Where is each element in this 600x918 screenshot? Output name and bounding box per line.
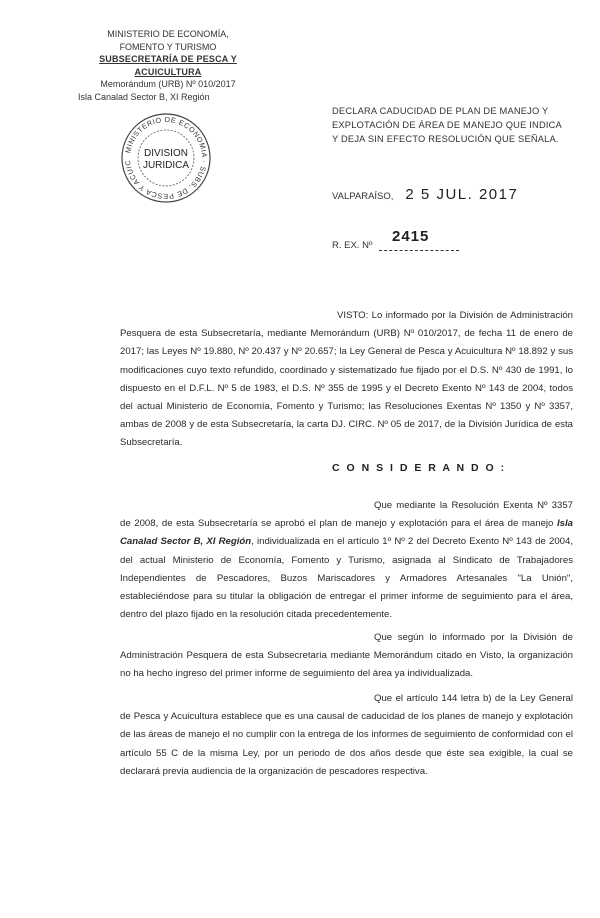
memo-reference: Memorándum (URB) Nº 010/2017	[100, 79, 236, 89]
stamp-center-line-1: DIVISION	[144, 148, 188, 159]
considerando-heading: C O N S I D E R A N D O :	[332, 462, 507, 474]
city-label: VALPARAÍSO,	[332, 191, 394, 202]
rex-label: R. EX. Nº	[332, 240, 373, 251]
letterhead	[68, 28, 268, 103]
visto-paragraph: VISTO: Lo informado por la División de Administración Pesquera de esta Subsecretaría, mediante Memorándum (URB) Nº 010/2017, de fecha 11 de enero de 2017; las Leyes Nº 19.880, Nº 20.437 y Nº 20.657; la Ley General de Pesca y Acuicultura Nº 18.892 y sus modificaciones cuyo texto refundido, coordinado y sistematizado fue fijado por el D.S. Nº 430 de 1991, lo dispuesto en el D.F.L. Nº 5 de 1983, el D.S. Nº 355 de 1995 y el Decreto Exento Nº 143 de 2004, todos del actual Ministerio de Economía, Fomento y Turismo; las Resoluciones Exentas Nº 1350 y Nº 3357, ambas de 2008 y de esta Subsecretaría, la carta DJ. CIRC. Nº 05 de 2017, de la División Jurídica de esta Subsecretaría.	[120, 310, 573, 449]
p1-text-after: , individualizada en el artículo 1º Nº 2 del Decreto Exento Nº 143 de 2004, del actual Ministerio de Economía, Fomento y Turismo, asignada al Sindicato de Trabajadores Independientes de Pescadores, Buzos Mariscadores y Armadores Artesanales "La Unión", estableciéndose para su titular la obligación de entregar el primer informe de seguimiento para el área, dentro del plazo fijado en la resolución citada precedentemente.	[120, 536, 573, 621]
ministry-line: MINISTERIO DE ECONOMÍA,	[107, 29, 229, 39]
stamp-ring-text: MINISTERIO DE ECONOMIA · SUBS. DE PESCA Y ACUIC	[122, 114, 210, 202]
resolution-number	[332, 228, 532, 251]
subsecretaria-line: SUBSECRETARÍA DE PESCA Y ACUICULTURA	[99, 54, 237, 77]
p1-area-name: Isla Canalad Sector B, XI Región	[120, 518, 573, 548]
ministry-line-2: FOMENTO Y TURISMO	[119, 41, 217, 52]
date-stamp: 2 5 JUL. 2017	[405, 186, 519, 203]
area-reference: Isla Canalad Sector B, XI Región	[78, 91, 210, 102]
considerando-paragraph-2: Que según lo informado por la División de Administración Pesquera de esta Subsecretaría mediante Memorándum citado en Visto, la organización no ha hecho ingreso del primer informe de seguimiento del área ya individualizada.	[120, 632, 573, 680]
resolution-subject: DECLARA CADUCIDAD DE PLAN DE MANEJO Y EXPLOTACIÓN DE ÁREA DE MANEJO QUE INDICA Y DEJA SIN EFECTO RESOLUCIÓN QUE SEÑALA.	[332, 106, 562, 144]
considerando-paragraph-1	[120, 497, 573, 624]
rex-handwritten-number: 2415	[392, 228, 430, 245]
stamp-seal	[120, 112, 212, 204]
stamp-center-line-2: JURIDICA	[142, 160, 190, 171]
considerando-paragraph-3: Que el artículo 144 letra b) de la Ley General de Pesca y Acuicultura establece que es una causal de caducidad de los planes de manejo y explotación de las áreas de manejo el no cumplir con la entrega de los informes de seguimiento de conformidad con el artículo 55 C de la misma Ley, por un periodo de dos años desde que éste sea exigible, la cual se declarará previa audiencia de la organización de pescadores respectiva.	[120, 693, 573, 777]
p1-text-before: Que mediante la Resolución Exenta Nº 3357 de 2008, de esta Subsecretaría se aprobó el plan de manejo y explotación para el área de manejo	[120, 500, 573, 530]
date-line	[332, 186, 572, 203]
division-juridica-stamp	[120, 112, 212, 204]
